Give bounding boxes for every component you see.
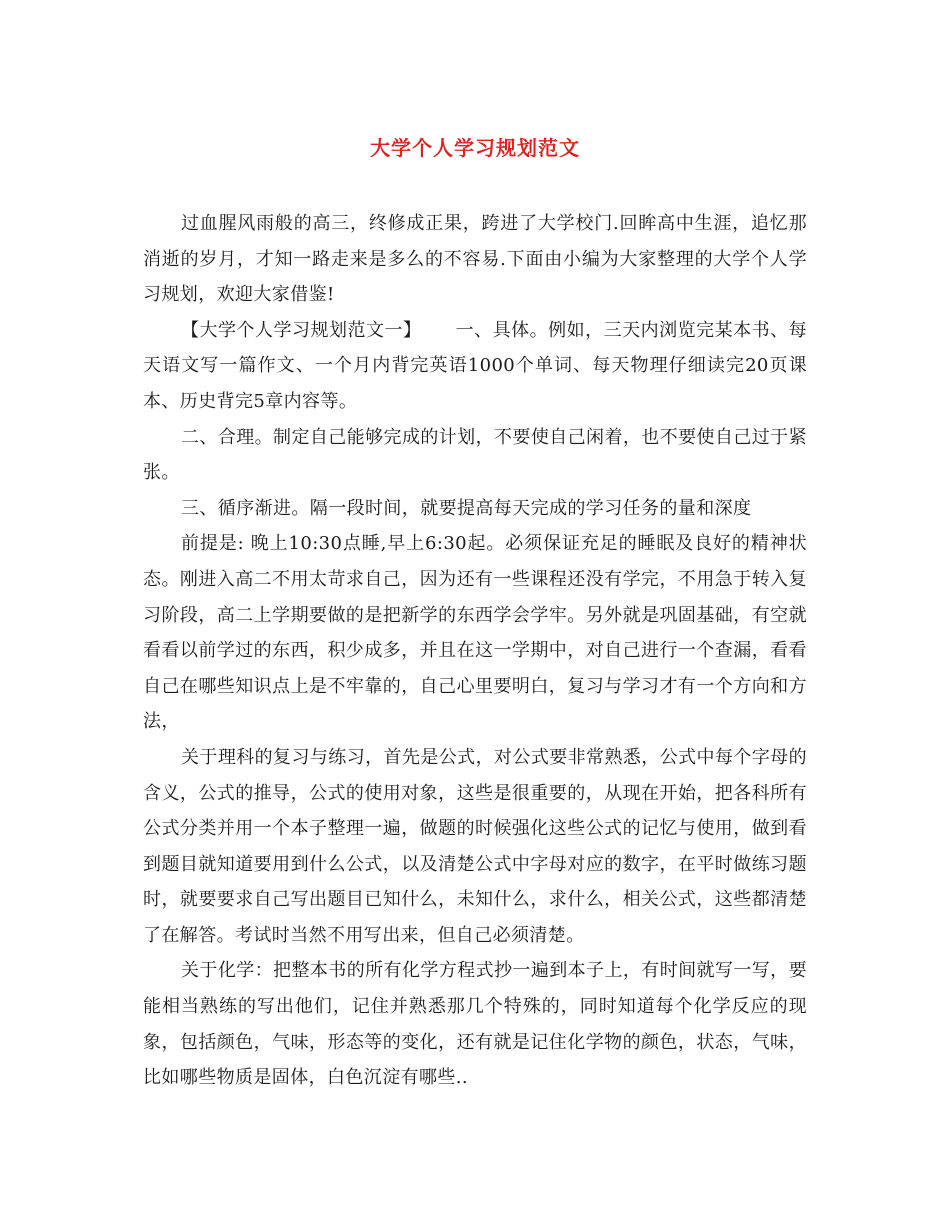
chemistry-paragraph: 关于化学：把整本书的所有化学方程式抄一遍到本子上，有时间就写一写，要能相当熟练的写出他们，记住并熟悉那几个特殊的，同时知道每个化学反应的现象，包括颜色，气味，形态等的变化，还有就是记住化学物的颜色，状态，气味，比如哪些物质是固体，白色沉淀有哪些.. [143,960,807,1089]
section-one-paragraph [143,313,807,420]
point-one-text: 一、具体。例如，三天内浏览完某本书、每天语文写一篇作文、一个月内背完英语1000个单词、每天物理仔细读完20页课本、历史背完5章内容等。 [143,319,807,412]
point-three-paragraph: 三、循序渐进。隔一段时间，就要提高每天完成的学习任务的量和深度 [181,497,752,519]
point-two-paragraph: 二、合理。制定自己能够完成的计划，不要使自己闲着，也不要使自己过于紧张。 [143,426,807,484]
document-body [143,206,807,1096]
document-title: 大学个人学习规划范文 [370,136,580,160]
premise-paragraph: 前提是: 晚上10:30点睡,早上6:30起。必须保证充足的睡眠及良好的精神状态。刚进入高二不用太苛求自己，因为还有一些课程还没有学完，不用急于转入复习阶段，高二上学期要做的是把新学的东西学会学牢。另外就是巩固基础，有空就看看以前学过的东西，积少成多，并且在这一学期中，对自己进行一个查漏，看看自己在哪些知识点上是不牢靠的，自己心里要明白，复习与学习才有一个方向和方法， [143,533,807,733]
intro-paragraph: 过血腥风雨般的高三，终修成正果，跨进了大学校门.回眸高中生涯，追忆那消逝的岁月，才知一路走来是多么的不容易.下面由小编为大家整理的大学个人学习规划，欢迎大家借鉴! [143,213,807,306]
section-heading: 【大学个人学习规划范文一】 [181,319,422,341]
science-review-paragraph: 关于理科的复习与练习，首先是公式，对公式要非常熟悉，公式中每个字母的含义，公式的推导，公式的使用对象，这些是很重要的，从现在开始，把各科所有公式分类并用一个本子整理一遍，做题的时候强化这些公式的记忆与使用，做到看到题目就知道要用到什么公式，以及清楚公式中字母对应的数字，在平时做练习题时，就要要求自己写出题目已知什么，未知什么，求什么，相关公式，这些都清楚了在解答。考试时当然不用写出来，但自己必须清楚。 [143,746,807,946]
